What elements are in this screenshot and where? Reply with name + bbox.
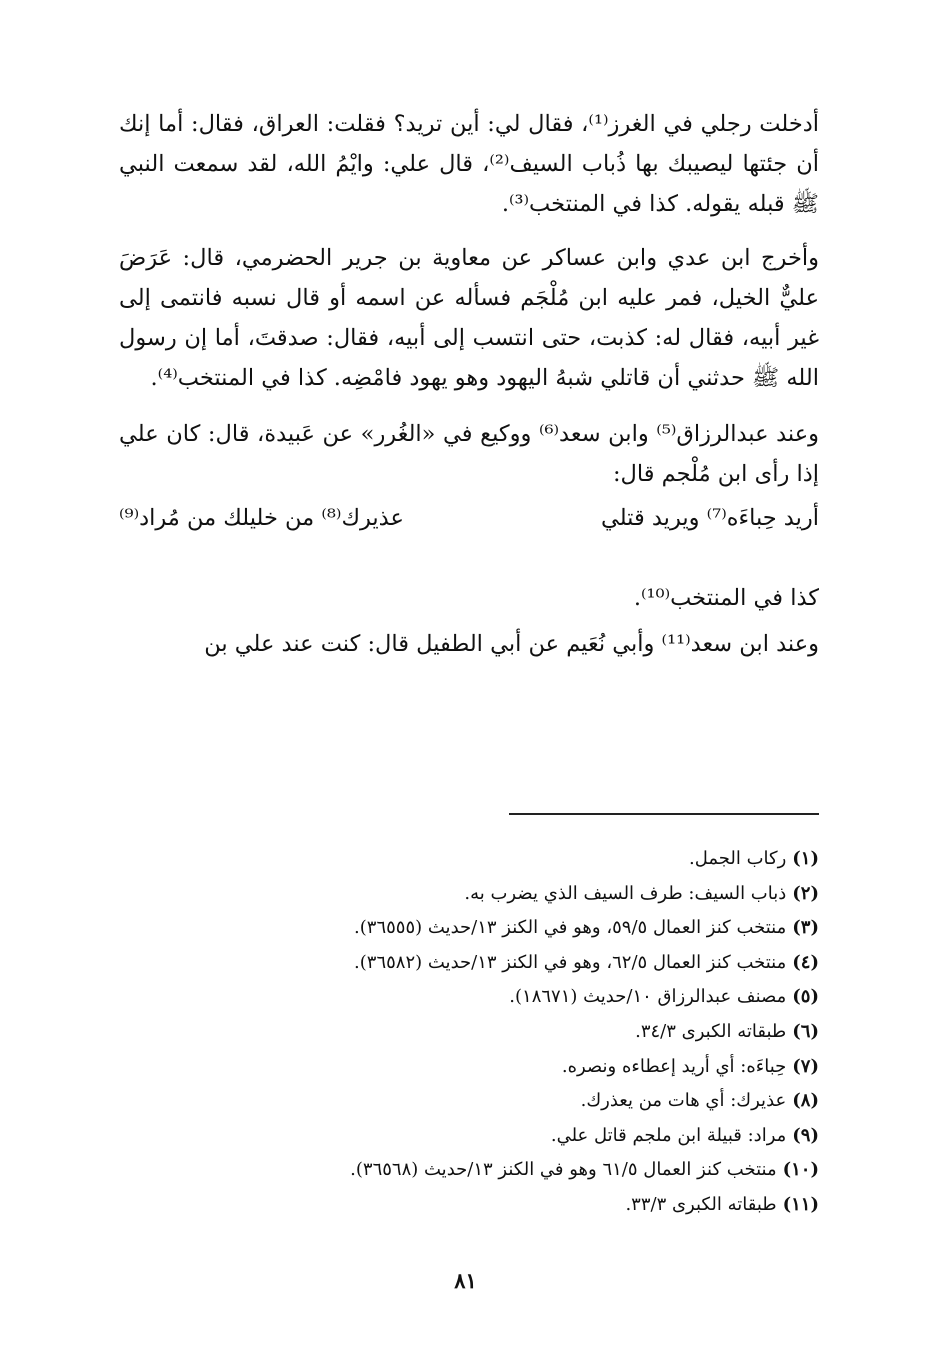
footnotes [119, 842, 819, 1223]
footnote-text: ركاب الجمل. [688, 848, 787, 869]
footnote-number: (٨) [792, 1090, 819, 1112]
footnote-text: حِباءَه: أي أريد إعطاءه ونصره. [561, 1055, 787, 1077]
footnote [119, 1153, 819, 1188]
paragraph: وعند عبدالرزاق⁽⁵⁾ وابن سعد⁽⁶⁾ ووكيع في «الغُرر» عن عَبيدة، قال: كان علي إذا رأى ابن مُلْجم قال: [119, 421, 819, 487]
footnote-text: منتخب كنز العمال ٥٩/٥، وهو في الكنز ١٣/حديث (٣٦٥٥٥). [354, 917, 787, 939]
footnote [119, 1119, 819, 1154]
footnote [119, 946, 819, 981]
footnote-text: مصنف عبدالرزاق ١٠/حديث (١٨٦٧١). [509, 986, 787, 1008]
footnote [119, 1084, 819, 1119]
footnote [119, 1050, 819, 1085]
page-number: ٨١ [454, 1268, 477, 1293]
footnote-number: (٩) [792, 1124, 819, 1146]
footnote-text: منتخب كنز العمال ٦٢/٥، وهو في الكنز ١٣/حديث (٣٦٥٨٢). [354, 951, 787, 973]
footnote-separator [509, 813, 819, 815]
paragraph: وعند ابن سعد⁽¹¹⁾ وأبي نُعَيم عن أبي الطفيل قال: كنت عند علي بن [204, 631, 819, 657]
paragraph: أدخلت رجلي في الغرز⁽¹⁾، فقال لي: أين تريد؟ فقلت: العراق، فقال: أما إنك أن جئتها ليصيبك بها ذُباب السيف⁽²⁾، قال علي: وايْمُ الله، لقد سمعت النبي ﷺ قبله يقوله. كذا في المنتخب⁽³⁾. [119, 111, 820, 217]
footnote-number: (٦) [792, 1020, 819, 1042]
footnote-text: طبقاته الكبرى ٣٤/٣. [635, 1020, 787, 1042]
footnote [119, 1188, 819, 1223]
main-text [119, 104, 819, 664]
footnote [119, 1015, 819, 1050]
footnote-number: (١٠) [782, 1159, 819, 1181]
footnote-number: (٤) [792, 951, 819, 973]
paragraph: كذا في المنتخب⁽¹⁰⁾. [633, 585, 819, 611]
footnote [119, 911, 819, 946]
footnote-text: عذيرك: أي هات من يعذرك. [580, 1090, 787, 1112]
verse-second-hemistich: عذيرك⁽⁸⁾ من خليلك من مُراد⁽⁹⁾ [119, 505, 404, 531]
footnote-text: طبقاته الكبرى ٣٣/٣. [625, 1193, 777, 1215]
footnote-number: (٥) [792, 986, 819, 1008]
footnote-text: مراد: قبيلة ابن ملجم قاتل علي. [550, 1124, 787, 1146]
footnote-number: (٧) [792, 1055, 819, 1077]
poem-verse [119, 498, 819, 542]
footnote-number: (١) [792, 848, 819, 869]
footnote [119, 842, 819, 877]
paragraph: وأخرج ابن عدي وابن عساكر عن معاوية بن جرير الحضرمي، قال: عَرَضَ عليٌّ الخيل، فمر عليه ابن مُلْجَم فسأله عن اسمه أو قال نسبه فانتمى إلى غير أبيه، فقال له: كذبت، حتى انتسب إلى أبيه، فقال: صدقتَ، أما إن رسول الله ﷺ حدثني أن قاتلي شبهُ اليهود وهو يهود فامْضِه. كذا في المنتخب⁽⁴⁾. [119, 245, 819, 391]
footnote-number: (٢) [792, 882, 819, 904]
footnote-number: (١١) [782, 1193, 819, 1215]
footnote [119, 877, 819, 912]
verse-first-hemistich: أريد حِباءَه⁽⁷⁾ ويريد قتلي [600, 505, 819, 531]
footnote-text: ذباب السيف: طرف السيف الذي يضرب به. [464, 882, 787, 904]
footnote-number: (٣) [792, 917, 819, 939]
footnote-text: منتخب كنز العمال ٦١/٥ وهو في الكنز ١٣/حديث (٣٦٥٦٨). [350, 1159, 777, 1181]
footnote [119, 980, 819, 1015]
